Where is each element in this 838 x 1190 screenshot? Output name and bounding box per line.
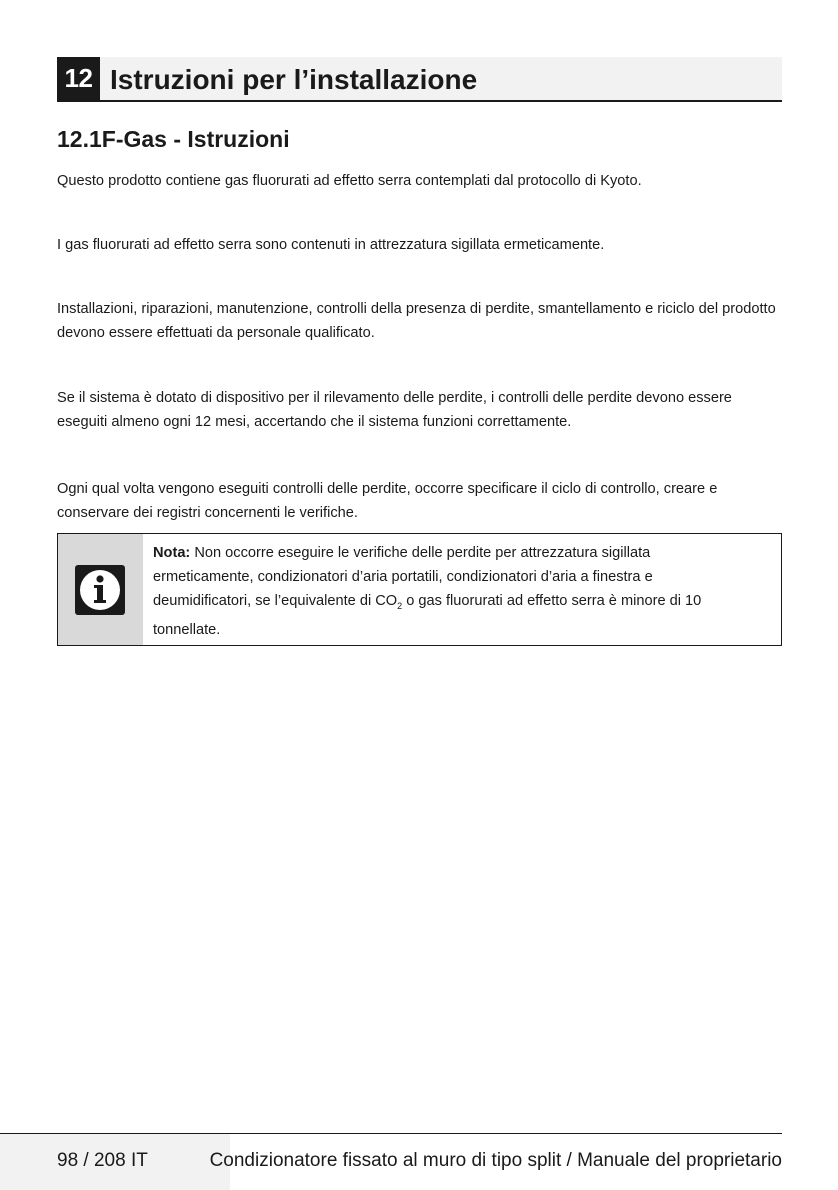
note-label: Nota: xyxy=(153,545,191,561)
note-text-after: o gas fluorurati ad effetto serra è minore di 10 tonnellate. xyxy=(153,593,702,638)
note-text-before: Non occorre eseguire le verifiche delle perdite per attrezzatura sigillata ermeticamente, condizionatori d’aria portatili, condizionatori d’aria a finestra e deumidificatori, se l’equivalente di CO xyxy=(153,545,653,609)
paragraph-records: Ogni qual volta vengono eseguiti controlli delle perdite, occorre specificare il ciclo di controllo, creare e conservare dei registri concernenti le verifiche. xyxy=(57,481,718,521)
paragraph-qualified-personnel: Installazioni, riparazioni, manutenzione, controlli della presenza di perdite, smantellamento e riciclo del prodotto devono essere effettuati da personale qualificato. xyxy=(57,301,776,341)
note-icon-cell xyxy=(58,534,143,645)
paragraph-sealed-equipment: I gas fluorurati ad effetto serra sono contenuti in attrezzatura sigillata ermeticamente. xyxy=(57,237,605,253)
chapter-title: Istruzioni per l’installazione xyxy=(110,64,478,95)
section-title: 12.1F-Gas - Istruzioni xyxy=(57,126,290,152)
note-subscript: 2 xyxy=(397,600,403,611)
footer-page-number: 98 / 208 IT xyxy=(57,1150,148,1171)
note-box xyxy=(57,533,782,646)
chapter-header xyxy=(57,57,782,102)
chapter-number: 12 xyxy=(57,57,100,100)
paragraph-kyoto: Questo prodotto contiene gas fluorurati ad effetto serra contemplati dal protocollo di Kyoto. xyxy=(57,173,642,189)
footer-manual-title: Condizionatore fissato al muro di tipo split / Manuale del proprietario xyxy=(209,1150,782,1171)
note-text xyxy=(153,541,753,642)
paragraph-leak-detection: Se il sistema è dotato di dispositivo per il rilevamento delle perdite, i controlli delle perdite devono essere eseguiti almeno ogni 12 mesi, accertando che il sistema funzioni correttamente. xyxy=(57,390,732,430)
footer-rule xyxy=(0,1133,782,1134)
info-icon xyxy=(75,565,125,615)
